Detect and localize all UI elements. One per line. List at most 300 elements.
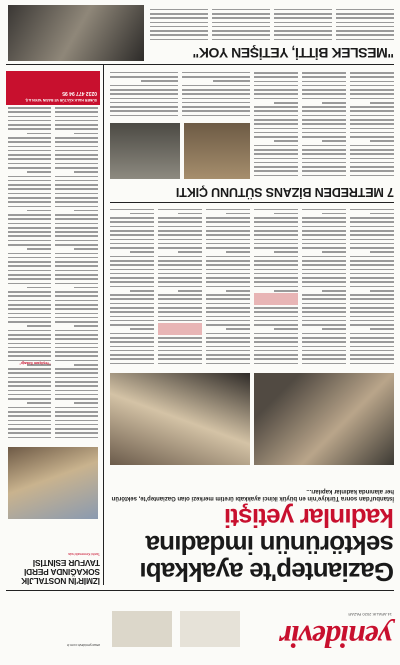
body-text-line xyxy=(302,333,346,335)
body-text-line xyxy=(350,89,394,91)
body-text-line xyxy=(55,231,98,233)
body-text-line xyxy=(110,243,154,245)
body-text-line xyxy=(302,277,346,279)
body-text-line xyxy=(274,328,298,330)
body-text-line xyxy=(8,141,51,143)
body-text-line xyxy=(254,162,298,164)
body-text-line xyxy=(206,281,250,283)
body-text-line xyxy=(212,22,270,24)
body-text-line xyxy=(55,111,98,113)
body-text-line xyxy=(8,373,51,375)
body-text-line xyxy=(336,30,394,32)
body-text-line xyxy=(8,236,51,238)
body-text-line xyxy=(302,158,346,160)
bottom-story-headline: "MESLEK BİTTİ, YETİŞEN YOK" xyxy=(192,45,394,61)
body-text-line xyxy=(254,277,298,279)
body-text-line xyxy=(55,218,98,220)
body-text-line xyxy=(110,307,154,309)
body-text-line xyxy=(27,210,51,212)
body-text-line xyxy=(8,158,51,160)
bottom-text-col-4 xyxy=(150,5,208,43)
body-text-line xyxy=(254,264,298,266)
body-text-line xyxy=(274,39,332,41)
body-text-line xyxy=(8,176,51,178)
body-text-line xyxy=(74,248,98,250)
body-text-line xyxy=(8,317,51,319)
body-text-line xyxy=(8,394,51,396)
lower-photo-2 xyxy=(110,123,180,179)
body-text-line xyxy=(350,341,394,343)
body-text-line xyxy=(254,145,298,147)
body-text-line xyxy=(206,320,250,322)
body-text-line xyxy=(150,30,208,32)
body-text-line xyxy=(55,377,98,379)
body-text-line xyxy=(254,269,298,271)
body-text-line xyxy=(55,313,98,315)
body-text-line xyxy=(350,226,394,228)
sidebar-kicker: Tarihi Kemeraltı'nda xyxy=(68,552,100,556)
body-text-line xyxy=(55,428,98,430)
body-text-line xyxy=(254,363,298,365)
body-text-line xyxy=(254,76,298,78)
body-text-line xyxy=(158,269,202,271)
body-text-line xyxy=(274,102,298,104)
body-text-line xyxy=(8,206,51,208)
body-text-line xyxy=(350,311,394,313)
body-text-line xyxy=(74,402,98,404)
body-text-line xyxy=(55,347,98,349)
body-text-line xyxy=(322,140,346,142)
body-text-line xyxy=(213,80,250,82)
body-text-line xyxy=(8,188,51,190)
body-text-line xyxy=(55,437,98,439)
bottom-text-col-1 xyxy=(336,5,394,43)
body-text-line xyxy=(178,213,202,215)
sidebar-photo xyxy=(8,447,98,519)
body-text-line xyxy=(8,128,51,130)
body-text-line xyxy=(212,26,270,28)
body-text-line xyxy=(302,166,346,168)
main-headline-1: Gaziantep'te ayakkabı xyxy=(140,557,394,587)
main-text-col-5 xyxy=(158,207,202,367)
body-text-line xyxy=(110,286,154,288)
body-text-line xyxy=(55,141,98,143)
body-text-line xyxy=(206,209,250,211)
body-text-line xyxy=(55,343,98,345)
body-text-line xyxy=(8,278,51,280)
body-text-line xyxy=(302,286,346,288)
body-text-line xyxy=(158,358,202,360)
lower-text-col-4 xyxy=(182,69,250,119)
body-text-line xyxy=(302,136,346,138)
body-text-line xyxy=(110,234,154,236)
body-text-line xyxy=(110,115,178,117)
body-text-line xyxy=(274,17,332,19)
body-text-line xyxy=(350,111,394,113)
body-text-line xyxy=(302,128,346,130)
body-text-line xyxy=(141,80,178,82)
body-text-line xyxy=(158,264,202,266)
body-text-line xyxy=(110,337,154,339)
body-text-line xyxy=(302,273,346,275)
body-text-line xyxy=(55,338,98,340)
body-text-line xyxy=(55,184,98,186)
body-text-line xyxy=(55,137,98,139)
body-text-line xyxy=(302,106,346,108)
body-text-line xyxy=(8,253,51,255)
body-text-line xyxy=(110,333,154,335)
body-text-line xyxy=(350,166,394,168)
body-text-line xyxy=(110,256,154,258)
body-text-line xyxy=(110,85,178,87)
body-text-line xyxy=(8,218,51,220)
body-text-line xyxy=(55,295,98,297)
body-text-line xyxy=(55,180,98,182)
body-text-line xyxy=(8,437,51,439)
body-text-line xyxy=(206,358,250,360)
body-text-line xyxy=(350,269,394,271)
body-text-line xyxy=(55,355,98,357)
body-text-line xyxy=(254,226,298,228)
body-text-line xyxy=(254,333,298,335)
body-text-line xyxy=(254,89,298,91)
body-text-line xyxy=(8,154,51,156)
body-text-line xyxy=(302,98,346,100)
body-text-line xyxy=(254,217,298,219)
body-text-line xyxy=(336,13,394,15)
sidebar-text-col-2 xyxy=(8,71,51,441)
body-text-line xyxy=(350,106,394,108)
body-text-line xyxy=(8,124,51,126)
body-text-line xyxy=(110,93,178,95)
body-text-line xyxy=(110,316,154,318)
body-text-line xyxy=(55,270,98,272)
body-text-line xyxy=(254,337,298,339)
main-text-col-4 xyxy=(206,207,250,367)
body-text-line xyxy=(158,341,202,343)
body-text-line xyxy=(8,231,51,233)
bottom-story-headline-block xyxy=(164,41,394,61)
body-text-line xyxy=(302,354,346,356)
body-text-line xyxy=(274,140,298,142)
body-text-line xyxy=(182,98,250,100)
body-text-line xyxy=(182,93,250,95)
body-text-line xyxy=(55,432,98,434)
body-text-line xyxy=(302,269,346,271)
body-text-line xyxy=(350,243,394,245)
footer-phone: 0232 477 94 95 xyxy=(62,89,97,96)
body-text-line xyxy=(8,338,51,340)
body-text-line xyxy=(350,119,394,121)
body-text-line xyxy=(206,350,250,352)
body-text-line xyxy=(274,290,298,292)
body-text-line xyxy=(8,377,51,379)
body-text-line xyxy=(350,170,394,172)
body-text-line xyxy=(110,260,154,262)
body-text-line xyxy=(206,341,250,343)
body-text-line xyxy=(274,22,332,24)
body-text-line xyxy=(55,304,98,306)
body-text-line xyxy=(8,411,51,413)
main-headline-block xyxy=(110,469,394,585)
body-text-line xyxy=(8,321,51,323)
body-text-line xyxy=(55,158,98,160)
body-text-line xyxy=(350,354,394,356)
body-text-line xyxy=(8,223,51,225)
body-text-line xyxy=(350,320,394,322)
body-text-line xyxy=(336,17,394,19)
body-text-line xyxy=(350,76,394,78)
body-text-line xyxy=(74,364,98,366)
body-text-line xyxy=(254,311,298,313)
footer-info-box xyxy=(6,71,100,105)
body-text-line xyxy=(302,256,346,258)
body-text-line xyxy=(110,277,154,279)
body-text-line xyxy=(158,320,202,322)
body-text-line xyxy=(206,337,250,339)
body-text-line xyxy=(206,333,250,335)
lower-story-headline-block xyxy=(110,183,394,199)
body-text-line xyxy=(182,89,250,91)
body-text-line xyxy=(8,184,51,186)
body-text-line xyxy=(55,124,98,126)
body-text-line xyxy=(206,294,250,296)
body-text-line xyxy=(350,149,394,151)
body-text-line xyxy=(226,328,250,330)
body-text-line xyxy=(336,9,394,11)
body-text-line xyxy=(8,116,51,118)
body-text-line xyxy=(158,221,202,223)
main-headline-3: kadınlar yetişti xyxy=(224,503,394,533)
sidebar-text-col-1 xyxy=(55,71,98,441)
body-text-line xyxy=(158,226,202,228)
body-text-line xyxy=(110,363,154,365)
footer-address: SÜMER HALK KÜLTÜR VE BASIN YAYIN A.Ş. xyxy=(24,98,97,102)
body-text-line xyxy=(8,270,51,272)
bottom-text-col-3 xyxy=(212,5,270,43)
body-text-line xyxy=(8,420,51,422)
body-text-line xyxy=(158,234,202,236)
body-text-line xyxy=(350,294,394,296)
body-text-line xyxy=(110,110,178,112)
body-text-line xyxy=(254,243,298,245)
body-text-line xyxy=(27,325,51,327)
body-text-line xyxy=(254,119,298,121)
body-text-line xyxy=(55,394,98,396)
body-text-line xyxy=(55,385,98,387)
body-text-line xyxy=(302,307,346,309)
body-text-line xyxy=(55,154,98,156)
body-text-line xyxy=(322,328,346,330)
body-text-line xyxy=(8,265,51,267)
body-text-line xyxy=(254,136,298,138)
body-text-line xyxy=(302,153,346,155)
body-text-line xyxy=(302,281,346,283)
body-text-line xyxy=(226,251,250,253)
body-text-line xyxy=(8,261,51,263)
body-text-line xyxy=(110,273,154,275)
body-text-line xyxy=(206,226,250,228)
body-text-line xyxy=(302,264,346,266)
body-text-line xyxy=(302,346,346,348)
body-text-line xyxy=(182,115,250,117)
body-text-line xyxy=(55,411,98,413)
body-text-line xyxy=(302,337,346,339)
body-text-line xyxy=(254,230,298,232)
body-text-line xyxy=(8,398,51,400)
body-text-line xyxy=(336,22,394,24)
body-text-line xyxy=(110,217,154,219)
body-text-line xyxy=(212,13,270,15)
body-text-line xyxy=(370,251,394,253)
body-text-line xyxy=(302,234,346,236)
body-text-line xyxy=(182,72,250,74)
body-text-line xyxy=(254,128,298,130)
body-text-line xyxy=(55,146,98,148)
body-text-line xyxy=(226,213,250,215)
body-text-line xyxy=(8,407,51,409)
body-text-line xyxy=(302,221,346,223)
body-text-line xyxy=(158,256,202,258)
body-text-line xyxy=(158,303,202,305)
body-text-line xyxy=(350,346,394,348)
body-text-line xyxy=(158,277,202,279)
body-text-line xyxy=(274,30,332,32)
body-text-line xyxy=(110,324,154,326)
body-text-line xyxy=(254,106,298,108)
body-text-line xyxy=(158,281,202,283)
body-text-line xyxy=(254,247,298,249)
body-text-line xyxy=(350,98,394,100)
body-text-line xyxy=(370,213,394,215)
body-text-line xyxy=(8,304,51,306)
body-text-line xyxy=(182,106,250,108)
body-text-line xyxy=(150,9,208,11)
body-text-line xyxy=(55,265,98,267)
body-text-line xyxy=(8,180,51,182)
body-text-line xyxy=(254,307,298,309)
sidebar-sub-kicker: "Yeşilçam Sokağı" xyxy=(19,361,51,365)
body-text-line xyxy=(226,290,250,292)
body-text-line xyxy=(370,140,394,142)
body-text-line xyxy=(55,240,98,242)
body-text-line xyxy=(336,26,394,28)
body-text-line xyxy=(8,343,51,345)
body-text-line xyxy=(350,175,394,177)
body-text-line xyxy=(8,432,51,434)
body-text-line xyxy=(370,328,394,330)
body-text-line xyxy=(55,424,98,426)
body-text-line xyxy=(110,303,154,305)
body-text-line xyxy=(254,346,298,348)
body-text-line xyxy=(150,34,208,36)
body-text-line xyxy=(302,162,346,164)
body-text-line xyxy=(350,162,394,164)
body-text-line xyxy=(350,264,394,266)
body-text-line xyxy=(206,316,250,318)
body-text-line xyxy=(55,257,98,259)
masthead-ads xyxy=(110,607,240,647)
body-text-line xyxy=(254,316,298,318)
body-text-line xyxy=(350,234,394,236)
body-text-line xyxy=(302,170,346,172)
body-text-line xyxy=(350,72,394,74)
body-text-line xyxy=(110,209,154,211)
body-text-line xyxy=(158,243,202,245)
main-pullquote-highlight-2 xyxy=(254,293,298,305)
body-text-line xyxy=(206,269,250,271)
body-text-line xyxy=(55,253,98,255)
main-headline-2: sektörünün imdadına xyxy=(146,530,394,560)
body-text-line xyxy=(350,363,394,365)
body-text-line xyxy=(158,299,202,301)
body-text-line xyxy=(8,355,51,357)
sidebar-headline: İZMİR'İN NOSTALJİK SOKAĞINDA PERDİ TAVFUR ESİNTİSİ xyxy=(21,558,100,586)
body-text-line xyxy=(182,102,250,104)
body-text-line xyxy=(55,206,98,208)
body-text-line xyxy=(254,72,298,74)
body-text-line xyxy=(158,209,202,211)
body-text-line xyxy=(178,251,202,253)
body-text-line xyxy=(206,247,250,249)
body-text-line xyxy=(8,244,51,246)
body-text-line xyxy=(302,93,346,95)
lower-text-col-5 xyxy=(110,69,178,119)
body-text-line xyxy=(55,176,98,178)
body-text-line xyxy=(182,76,250,78)
body-text-line xyxy=(302,239,346,241)
body-text-line xyxy=(55,167,98,169)
body-text-line xyxy=(322,213,346,215)
body-text-line xyxy=(8,295,51,297)
body-text-line xyxy=(182,85,250,87)
body-text-line xyxy=(158,260,202,262)
body-text-line xyxy=(158,294,202,296)
body-text-line xyxy=(350,145,394,147)
body-text-line xyxy=(55,330,98,332)
main-text-col-1 xyxy=(350,207,394,367)
body-text-line xyxy=(158,363,202,365)
body-text-line xyxy=(150,22,208,24)
body-text-line xyxy=(110,230,154,232)
body-text-line xyxy=(158,350,202,352)
main-text-col-2 xyxy=(302,207,346,367)
body-text-line xyxy=(254,132,298,134)
body-text-line xyxy=(254,81,298,83)
body-text-line xyxy=(302,320,346,322)
body-text-line xyxy=(370,290,394,292)
body-text-line xyxy=(55,116,98,118)
body-text-line xyxy=(206,256,250,258)
body-text-line xyxy=(110,221,154,223)
body-text-line xyxy=(55,390,98,392)
body-text-line xyxy=(55,128,98,130)
body-text-line xyxy=(350,81,394,83)
body-text-line xyxy=(350,158,394,160)
body-text-line xyxy=(206,243,250,245)
body-text-line xyxy=(8,201,51,203)
body-text-line xyxy=(206,234,250,236)
body-text-line xyxy=(8,381,51,383)
body-text-line xyxy=(370,102,394,104)
lower-text-col-1 xyxy=(350,69,394,179)
body-text-line xyxy=(158,307,202,309)
body-text-line xyxy=(206,230,250,232)
body-text-line xyxy=(55,274,98,276)
body-text-line xyxy=(212,34,270,36)
body-text-line xyxy=(158,239,202,241)
body-text-line xyxy=(206,239,250,241)
